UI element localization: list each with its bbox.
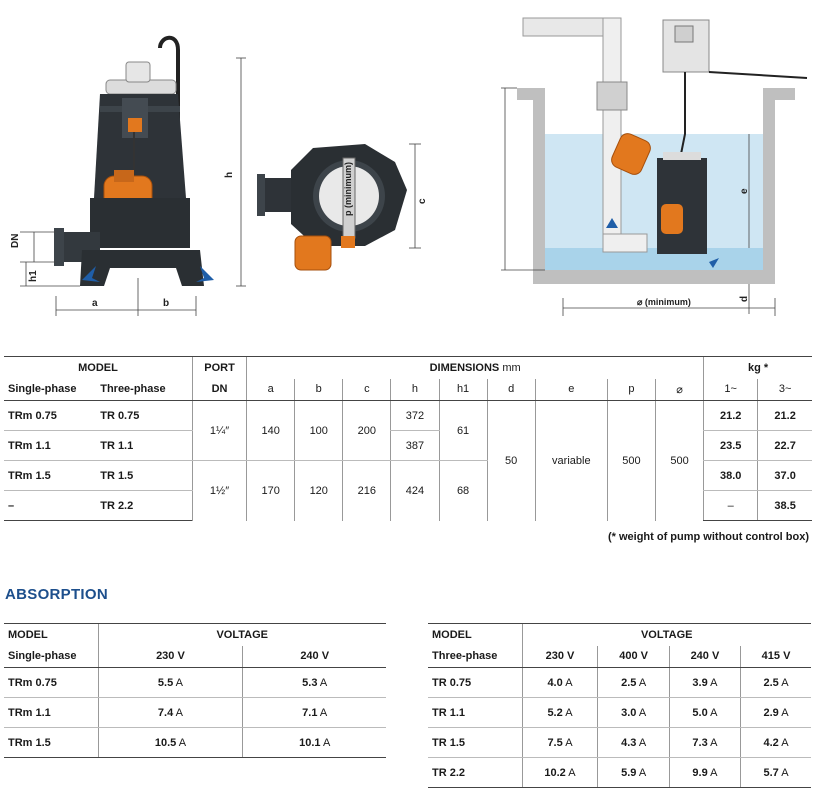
abs3-v4-header: 415 V (741, 646, 811, 668)
h1-header: h1 (439, 379, 487, 401)
table-row: – TR 2.2 – 38.5 (4, 491, 812, 521)
dim-a-label: a (92, 298, 98, 309)
model-header: MODEL (4, 357, 192, 379)
table-row: TRm 1.5 TR 1.5 1½″ 170 120 216 424 68 38.0 37.0 (4, 461, 812, 491)
abs3-model-header: MODEL (428, 624, 522, 646)
abs-voltage-header: VOLTAGE (98, 624, 386, 646)
table-row: TRm 1.1 TR 1.1 387 23.5 22.7 (4, 431, 812, 461)
h-header: h (391, 379, 439, 401)
dim-min-label: ⌀ (minimum) (637, 297, 691, 307)
single-phase-header: Single-phase (4, 379, 96, 401)
dim-c-label: c (417, 198, 428, 204)
dim-b-label: b (163, 298, 170, 309)
dim-h-label: h (224, 171, 235, 178)
diam-header: ⌀ (656, 379, 704, 401)
port-header: PORT (192, 357, 246, 379)
d-header: d (487, 379, 535, 401)
abs3-voltage-header: VOLTAGE (522, 624, 811, 646)
abs-model-header: MODEL (4, 624, 98, 646)
dimensions-table (4, 356, 812, 521)
c-header: c (343, 379, 391, 401)
kg-header: kg * (704, 357, 812, 379)
a-header: a (247, 379, 295, 401)
table-row: TRm 0.75 5.5 A 5.3 A (4, 668, 386, 698)
three-phase-header: Three-phase (96, 379, 192, 401)
table-row: TR 1.5 7.5 A 4.3 A 7.3 A 4.2 A (428, 728, 811, 758)
abs-v2-header: 240 V (243, 646, 386, 668)
abs3-v2-header: 400 V (598, 646, 669, 668)
dim-p-label: p (minimum) (343, 162, 353, 216)
installation-diagram (343, 8, 815, 318)
table-row: TRm 1.1 7.4 A 7.1 A (4, 698, 386, 728)
e-header: e (535, 379, 607, 401)
table-row: TRm 1.5 10.5 A 10.1 A (4, 728, 386, 758)
absorption-three-phase-table (428, 623, 811, 788)
absorption-title: ABSORPTION (5, 586, 109, 603)
dn-header: DN (192, 379, 246, 401)
abs3-v3-header: 240 V (669, 646, 740, 668)
table-row: TR 2.2 10.2 A 5.9 A 9.9 A 5.7 A (428, 758, 811, 788)
dim-h1-label: h1 (28, 270, 39, 282)
b-header: b (295, 379, 343, 401)
p-header: p (607, 379, 655, 401)
w3-header: 3~ (758, 379, 812, 401)
abs-v1-header: 230 V (98, 646, 243, 668)
table-row: TR 0.75 4.0 A 2.5 A 3.9 A 2.5 A (428, 668, 811, 698)
dim-dn-label: DN (10, 233, 21, 248)
weight-footnote: (* weight of pump without control box) (607, 531, 809, 543)
dim-d-label: d (739, 295, 750, 302)
abs3-phase-header: Three-phase (428, 646, 522, 668)
abs-phase-header: Single-phase (4, 646, 98, 668)
table-row: TRm 0.75 TR 0.75 1¼″ 140 100 200 372 61 50 variable 500 500 21.2 21.2 (4, 401, 812, 431)
absorption-single-phase-table (4, 623, 386, 758)
abs3-v1-header: 230 V (522, 646, 598, 668)
dimensions-header: DIMENSIONS mm (247, 357, 704, 379)
pump-side-view (0, 28, 250, 318)
dim-e-label: e (739, 188, 750, 194)
table-row: TR 1.1 5.2 A 3.0 A 5.0 A 2.9 A (428, 698, 811, 728)
w1-header: 1~ (704, 379, 758, 401)
